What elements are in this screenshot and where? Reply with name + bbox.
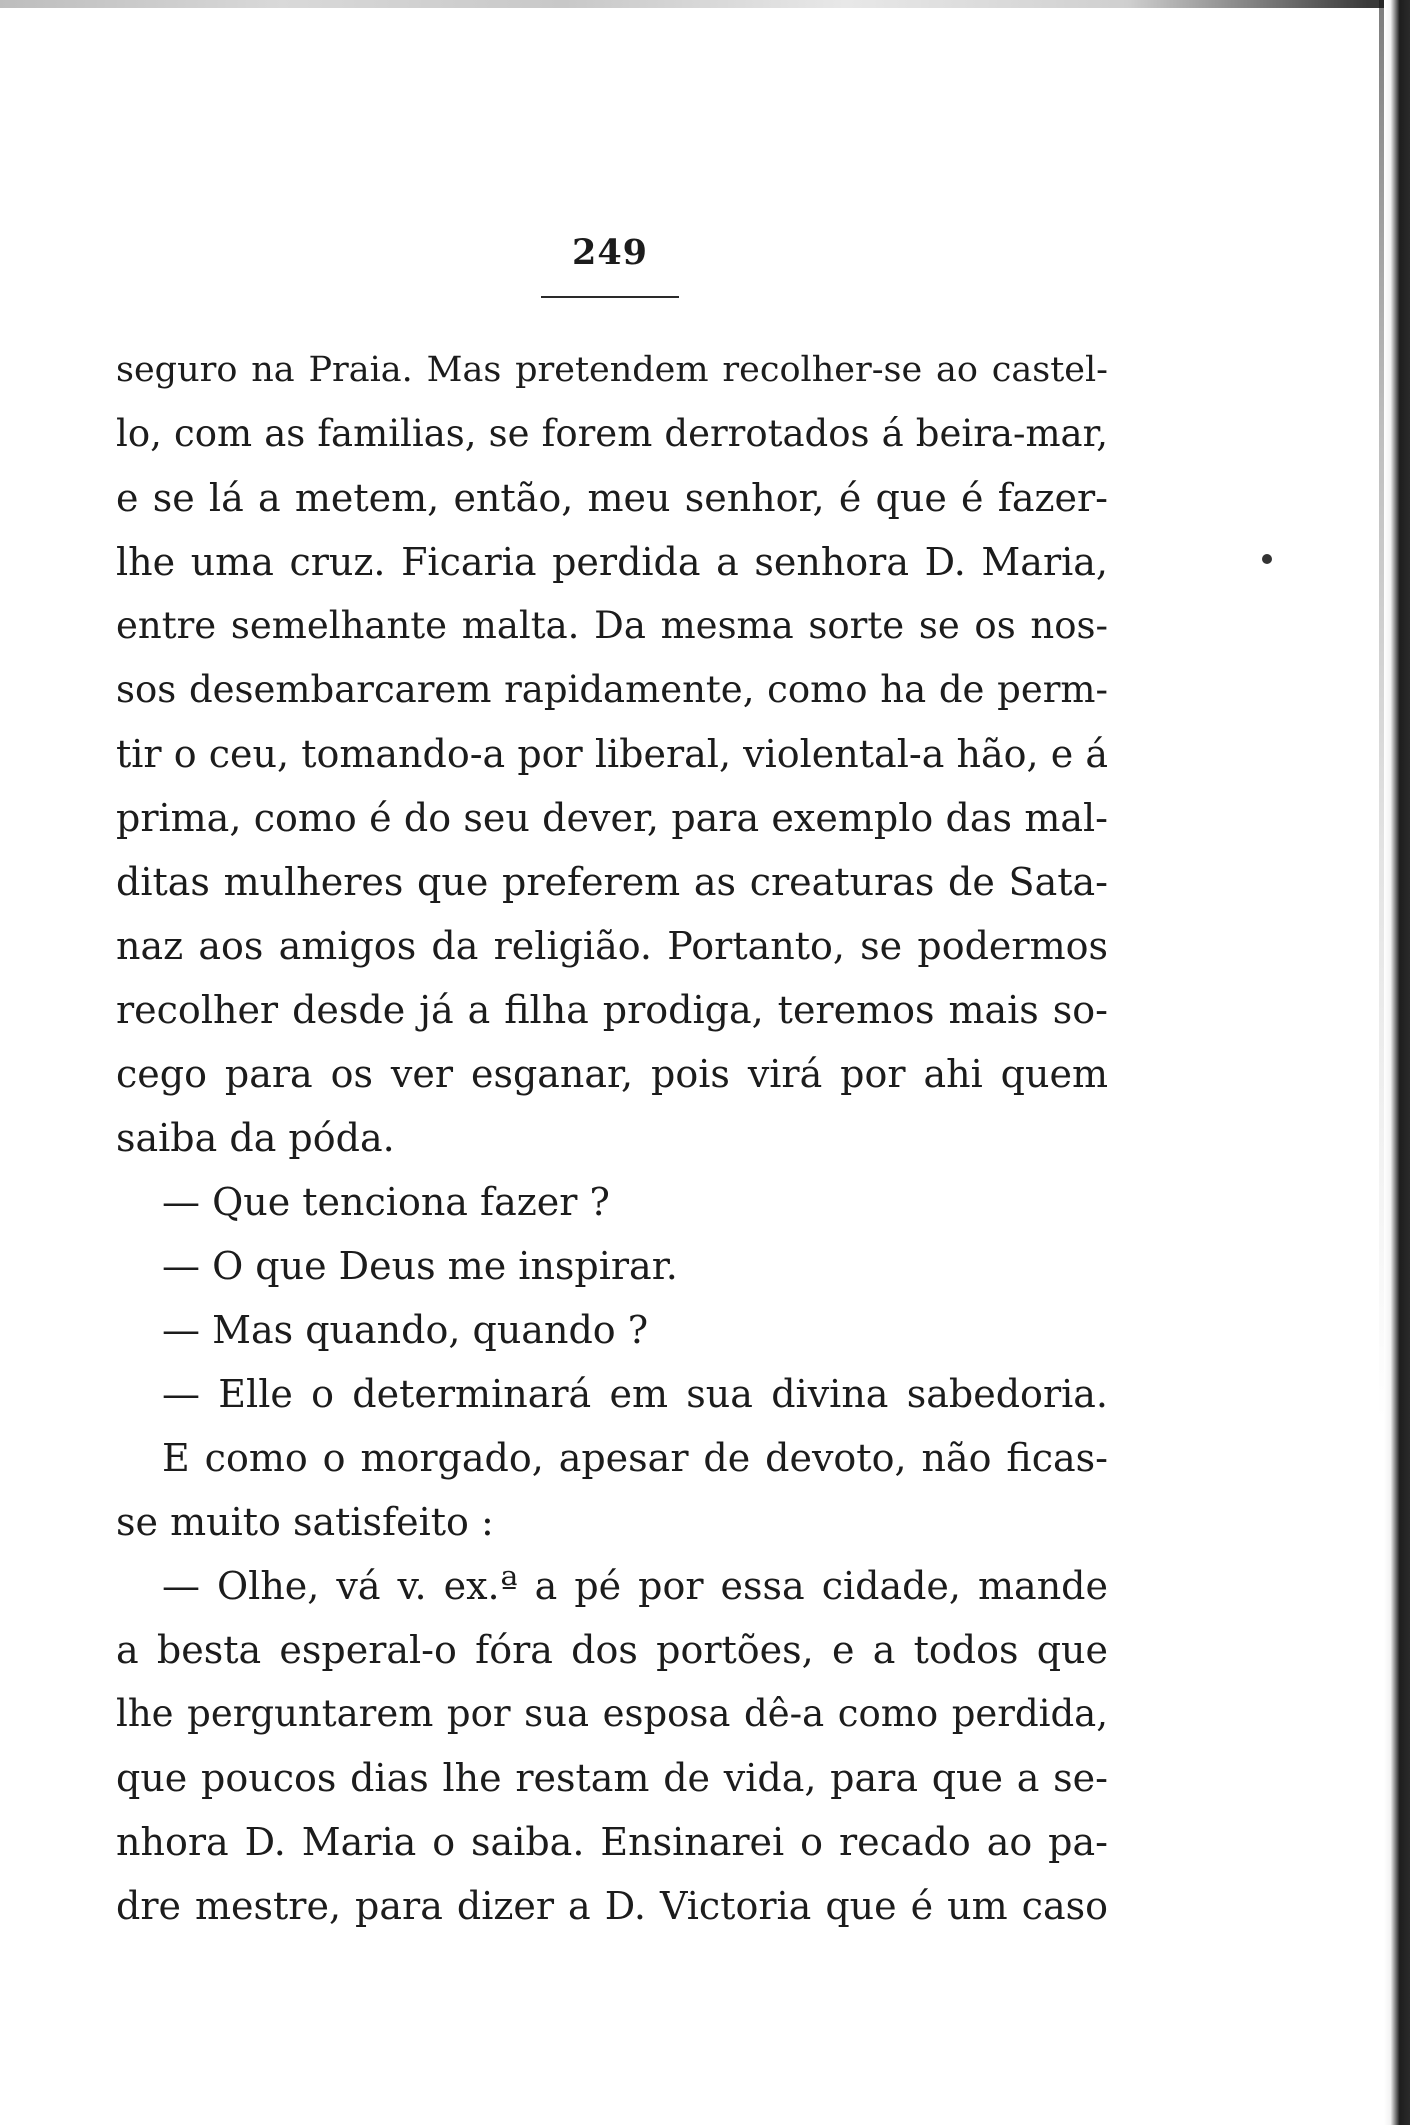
text-line: entre semelhante malta. Da mesma sorte se os nos- bbox=[116, 604, 1108, 647]
text-line: cego para os ver esganar, pois virá por ahi quem bbox=[116, 1052, 1108, 1096]
ink-speck bbox=[1262, 554, 1272, 564]
dialogue-line: — O que Deus me inspirar. bbox=[162, 1244, 678, 1288]
text-line: lo, com as familias, se forem derrotados á beira-mar, bbox=[116, 412, 1108, 455]
page-top-edge-shadow bbox=[0, 0, 1410, 8]
page-number: 249 bbox=[571, 232, 649, 273]
dialogue-line: — Que tenciona fazer ? bbox=[162, 1180, 610, 1224]
page-number-rule bbox=[541, 296, 679, 298]
text-line: que poucos dias lhe restam de vida, para que a se- bbox=[116, 1756, 1108, 1800]
text-line: sos desembarcarem rapidamente, como ha de perm- bbox=[116, 668, 1108, 711]
body-text bbox=[116, 338, 1108, 1938]
dialogue-line: — Elle o determinará em sua divina sabedoria. bbox=[162, 1372, 1108, 1416]
dialogue-line: — Mas quando, quando ? bbox=[162, 1308, 649, 1352]
text-line: tir o ceu, tomando-a por liberal, violental-a hão, e á bbox=[116, 732, 1108, 776]
text-line: seguro na Praia. Mas pretendem recolher-se ao castel- bbox=[116, 350, 1108, 390]
text-line: a besta esperal-o fóra dos portões, e a todos que bbox=[116, 1628, 1108, 1672]
text-line: ditas mulheres que preferem as creaturas de Sata- bbox=[116, 860, 1108, 904]
text-line: nhora D. Maria o saiba. Ensinarei o recado ao pa- bbox=[116, 1820, 1108, 1864]
text-line: saiba da póda. bbox=[116, 1116, 395, 1160]
text-line: se muito satisfeito : bbox=[116, 1500, 494, 1544]
page-right-edge-binding bbox=[1384, 0, 1410, 2125]
text-line: dre mestre, para dizer a D. Victoria que é um caso bbox=[116, 1884, 1108, 1928]
dialogue-line: — Olhe, vá v. ex.ª a pé por essa cidade, mande bbox=[162, 1564, 1108, 1608]
text-line: e se lá a metem, então, meu senhor, é que é fazer- bbox=[116, 476, 1108, 520]
text-line: E como o morgado, apesar de devoto, não ficas- bbox=[162, 1436, 1108, 1480]
text-line: recolher desde já a filha prodiga, teremos mais so- bbox=[116, 988, 1108, 1032]
text-line: lhe uma cruz. Ficaria perdida a senhora D. Maria, bbox=[116, 540, 1108, 584]
text-line: naz aos amigos da religião. Portanto, se podermos bbox=[116, 924, 1108, 968]
text-line: lhe perguntarem por sua esposa dê-a como perdida, bbox=[116, 1692, 1108, 1735]
text-line: prima, como é do seu dever, para exemplo das mal- bbox=[116, 796, 1108, 840]
